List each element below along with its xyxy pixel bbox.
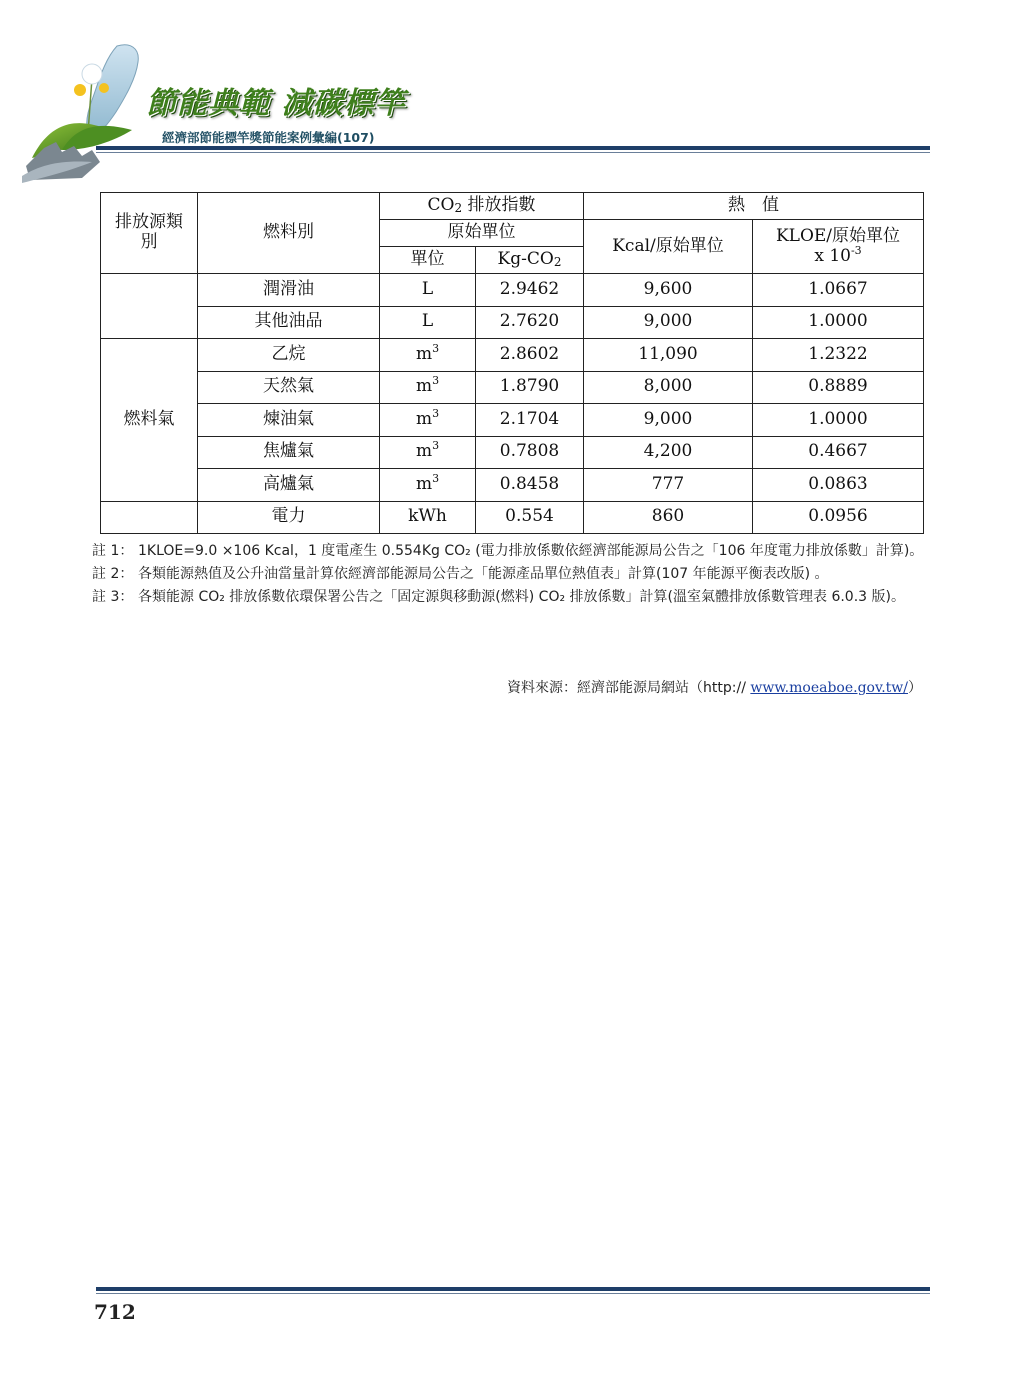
note-label: 註 3：	[92, 589, 134, 605]
cell-fuel: 高爐氣	[198, 469, 380, 502]
cell-kcal: 860	[584, 501, 753, 534]
emission-factor-table	[100, 192, 924, 534]
note-text: 1KLOE=9.0 ×106 Kcal，1 度電產生 0.554Kg CO₂ (電力排放係數依經濟部能源局公告之「106 年度電力排放係數」計算)。	[138, 543, 924, 559]
cell-co2: 2.1704	[476, 404, 584, 437]
cell-kcal: 9,000	[584, 306, 753, 339]
cell-fuel: 電力	[198, 501, 380, 534]
header-fuel-type: 燃料別	[198, 193, 380, 274]
cell-co2: 0.554	[476, 501, 584, 534]
cell-fuel: 天然氣	[198, 371, 380, 404]
header-kloe-per-unit: KLOE/原始單位 x $10^{-3}$	[753, 220, 924, 274]
cell-fuel: 潤滑油	[198, 274, 380, 307]
cell-fuel: 煉油氣	[198, 404, 380, 437]
cell-kloe: 1.0000	[753, 404, 924, 437]
cell-co2: 0.8458	[476, 469, 584, 502]
cell-kloe: 0.0956	[753, 501, 924, 534]
cell-unit: L	[380, 306, 476, 339]
brand-title: 節能典範 減碳標竿	[146, 86, 406, 121]
table-header-row-1	[101, 193, 924, 220]
note-text: 各類能源熱值及公升油當量計算依經濟部能源局公告之「能源產品單位熱值表」計算(107 年能源平衡表改版) 。	[138, 566, 829, 582]
page-header	[0, 0, 1024, 190]
source-link[interactable]: www.moeaboe.gov.tw/	[750, 680, 908, 696]
row-source-category: 燃料氣	[101, 339, 198, 502]
note-3	[92, 587, 930, 607]
table-notes	[92, 541, 930, 610]
source-prefix: 資料來源：經濟部能源局網站（http://	[507, 680, 751, 696]
footer-rule-thick	[96, 1287, 930, 1291]
cell-unit: L	[380, 274, 476, 307]
cell-kcal: 4,200	[584, 436, 753, 469]
header-unit: 單位	[380, 247, 476, 274]
note-text: 各類能源 CO₂ 排放係數依環保署公告之「固定源與移動源(燃料) CO₂ 排放係數」計算(溫室氣體排放係數管理表 6.0.3 版)。	[138, 589, 905, 605]
table-row	[101, 339, 924, 372]
header-rule-thin	[96, 152, 930, 153]
cell-kloe: 1.0000	[753, 306, 924, 339]
page-number: 712	[94, 1300, 136, 1324]
cell-fuel: 乙烷	[198, 339, 380, 372]
footer-rule-thin	[96, 1293, 930, 1294]
header-co2-index: $CO_2$ 排放指數	[380, 193, 584, 220]
cell-unit: $m^3$	[380, 371, 476, 404]
cell-unit: $m^3$	[380, 436, 476, 469]
emission-factor-table-wrapper	[100, 192, 923, 534]
cell-co2: 1.8790	[476, 371, 584, 404]
data-source-line	[300, 677, 922, 697]
table-row	[101, 436, 924, 469]
cell-kcal: 11,090	[584, 339, 753, 372]
cell-kloe: 0.0863	[753, 469, 924, 502]
source-suffix: ）	[908, 680, 922, 696]
cell-fuel: 焦爐氣	[198, 436, 380, 469]
table-row	[101, 469, 924, 502]
taiwan-leaf-logo-icon	[22, 38, 152, 183]
brand-subtitle: 經濟部節能標竿獎節能案例彙編(107)	[162, 130, 375, 145]
note-label: 註 2：	[92, 566, 134, 582]
cell-kcal: 9,000	[584, 404, 753, 437]
cell-co2: 2.9462	[476, 274, 584, 307]
cell-kloe: 0.4667	[753, 436, 924, 469]
cell-kloe: 1.2322	[753, 339, 924, 372]
header-heat-value: 熱 值	[584, 193, 924, 220]
table-row	[101, 371, 924, 404]
table-row	[101, 501, 924, 534]
table-row	[101, 404, 924, 437]
table-row	[101, 274, 924, 307]
header-source-category: 排放源類別	[101, 193, 198, 274]
header-rule-thick	[96, 146, 930, 150]
cell-unit: kWh	[380, 501, 476, 534]
header-original-unit: 原始單位	[380, 220, 584, 247]
cell-unit: $m^3$	[380, 339, 476, 372]
cell-co2: 0.7808	[476, 436, 584, 469]
cell-kcal: 9,600	[584, 274, 753, 307]
cell-fuel: 其他油品	[198, 306, 380, 339]
cell-unit: $m^3$	[380, 469, 476, 502]
header-kg-co2: $Kg-CO_2$	[476, 247, 584, 274]
table-row	[101, 306, 924, 339]
cell-co2: 2.8602	[476, 339, 584, 372]
note-label: 註 1：	[92, 543, 134, 559]
cell-co2: 2.7620	[476, 306, 584, 339]
cell-kcal: 777	[584, 469, 753, 502]
note-2	[92, 564, 930, 584]
header-kcal-per-unit: Kcal/原始單位	[584, 220, 753, 274]
cell-kcal: 8,000	[584, 371, 753, 404]
row-source-category	[101, 274, 198, 339]
row-source-category	[101, 501, 198, 534]
note-1	[92, 541, 930, 561]
cell-unit: $m^3$	[380, 404, 476, 437]
cell-kloe: 1.0667	[753, 274, 924, 307]
cell-kloe: 0.8889	[753, 371, 924, 404]
